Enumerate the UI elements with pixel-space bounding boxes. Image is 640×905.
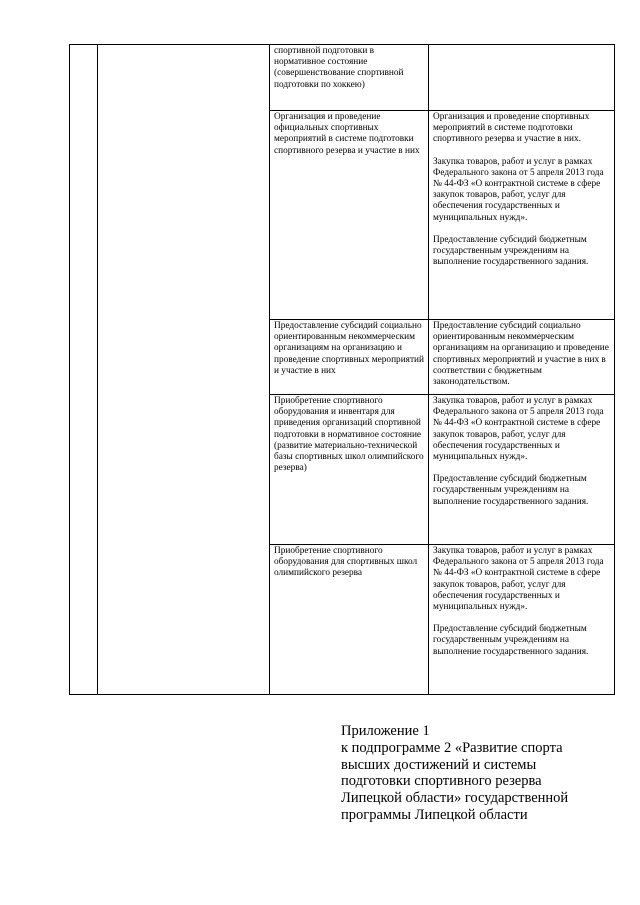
appendix-line: Липецкой области» государственной bbox=[341, 790, 569, 807]
activity-cell bbox=[270, 395, 429, 545]
mechanism-cell bbox=[429, 320, 615, 395]
activity-cell bbox=[270, 111, 429, 320]
mechanism-text: Закупка товаров, работ и услуг в рамках Федерального закона от 5 апреля 2013 года № 44-ФЗ «О контрактной системе в сфере закупок товаров, работ, услуг для обеспечения государственных и муниципальных нужд». bbox=[433, 156, 604, 223]
activity-text: Организация и проведение официальных спортивных мероприятий в системе подготовки спортивного резерва и участие в них bbox=[274, 112, 420, 156]
mechanism-text: Закупка товаров, работ и услуг в рамках Федерального закона от 5 апреля 2013 года № 44-ФЗ «О контрактной системе в сфере закупок товаров, работ, услуг для обеспечения государственных и муниципальных нужд». bbox=[433, 546, 604, 613]
mechanism-text: Предоставление субсидий социально ориентированным некоммерческим организациям на организацию и проведение спортивных мероприятий и участие в них в соответствии с бюджетным законодательством. bbox=[433, 321, 609, 388]
mechanism-cell bbox=[429, 545, 615, 695]
activity-cell bbox=[270, 45, 429, 111]
appendix-caption bbox=[341, 723, 611, 824]
measures-table bbox=[69, 44, 615, 695]
appendix-line: программы Липецкой области bbox=[341, 806, 528, 823]
mechanism-text: Закупка товаров, работ и услуг в рамках Федерального закона от 5 апреля 2013 года № 44-ФЗ «О контрактной системе в сфере закупок товаров, работ, услуг для обеспечения государственных и муниципальных нужд». bbox=[433, 396, 604, 463]
activity-text: спортивной подготовки в нормативное состояние (совершенствование спортивной подготовки по хоккею) bbox=[274, 46, 404, 90]
appendix-line: высших достижений и системы bbox=[341, 756, 537, 773]
program-column-cell bbox=[98, 45, 270, 695]
mechanism-cell bbox=[429, 395, 615, 545]
appendix-line: подготовки спортивного резерва bbox=[341, 773, 542, 790]
mechanism-text: Предоставление субсидий бюджетным государственным учреждениям на выполнение государственного задания. bbox=[433, 474, 589, 507]
appendix-line: Приложение 1 bbox=[341, 723, 430, 739]
mechanism-cell bbox=[429, 45, 615, 111]
activity-text: Приобретение спортивного оборудования и инвентаря для приведения организаций спортивной подготовки в нормативное состояние (развитие материально-технической базы спортивных школ олимпийского резерва) bbox=[274, 396, 424, 474]
mechanism-text: Организация и проведение спортивных мероприятий в системе подготовки спортивного резерва и участие в них. bbox=[433, 112, 590, 145]
mechanism-text: Предоставление субсидий бюджетным государственным учреждениям на выполнение государственного задания. bbox=[433, 234, 589, 268]
activity-cell bbox=[270, 320, 429, 395]
number-column-cell bbox=[70, 45, 98, 695]
activity-text: Приобретение спортивного оборудования для спортивных школ олимпийского резерва bbox=[274, 546, 418, 579]
table-row bbox=[70, 45, 615, 111]
appendix-line: к подпрограмме 2 «Развитие спорта bbox=[341, 739, 563, 756]
mechanism-cell bbox=[429, 111, 615, 320]
mechanism-text: Предоставление субсидий бюджетным государственным учреждениям на выполнение государственного задания. bbox=[433, 624, 589, 657]
activity-cell bbox=[270, 545, 429, 695]
activity-text: Предоставление субсидий социально ориентированным некоммерческим организациям на организацию и проведение спортивных мероприятий и участие в них bbox=[274, 321, 424, 376]
